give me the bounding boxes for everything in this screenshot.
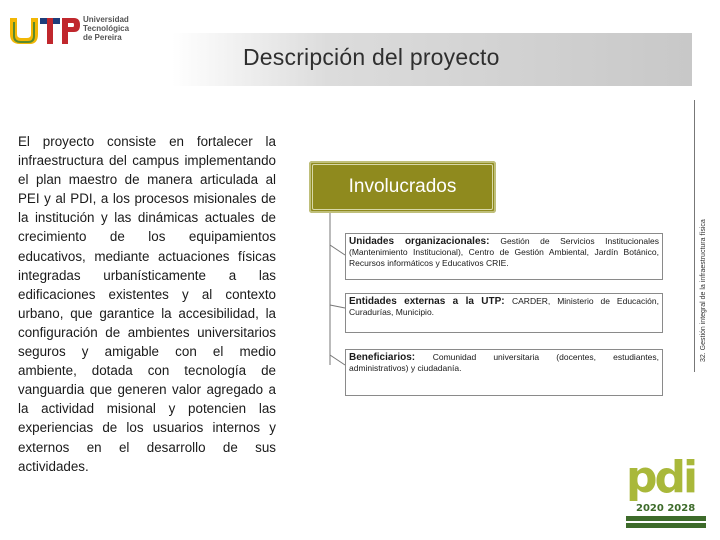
stakeholder-box-units <box>345 233 663 280</box>
involucrados-inner <box>312 164 493 210</box>
stakeholder-lead: Entidades externas a la UTP: <box>349 296 512 307</box>
stakeholder-box-beneficiaries <box>345 349 663 396</box>
stakeholder-text: Gestión de Servicios Institucionales (Mantenimiento Institucional), Centro de Gestión Ambiental, Jardín Botánico, Recursos informáticos y Educativos CRIE. <box>349 236 659 268</box>
stakeholder-text: CARDER, Ministerio de Educación, Curadurías, Municipio. <box>349 296 659 317</box>
involucrados-box <box>309 161 496 213</box>
pdi-strip <box>626 516 706 521</box>
slide-title: Descripción del proyecto <box>243 44 500 70</box>
stakeholder-lead: Beneficiarios: <box>349 352 433 363</box>
logo-line-1: Universidad <box>83 15 129 24</box>
logo-text <box>83 15 129 42</box>
utp-logo <box>8 12 133 48</box>
logo-line-2: Tecnológica <box>83 24 130 33</box>
side-divider <box>694 100 695 372</box>
side-label: 32. Gestión integral de la infraestructura física <box>700 219 707 362</box>
utp-logo-mark <box>8 12 80 48</box>
logo-line-3: de Pereira <box>83 33 122 42</box>
pdi-letters: pdi <box>626 452 696 503</box>
involucrados-label: Involucrados <box>348 176 457 197</box>
stakeholder-box-external <box>345 293 663 333</box>
pdi-logo <box>622 452 710 532</box>
stakeholder-text: Comunidad universitaria (docentes, estudiantes, administrativos) y ciudadanía. <box>349 352 659 373</box>
pdi-strip <box>626 523 706 528</box>
pdi-years: 2020 2028 <box>636 503 696 514</box>
stakeholder-lead: Unidades organizacionales: <box>349 236 501 247</box>
body-paragraph: El proyecto consiste en fortalecer la infraestructura del campus implementando el plan maestro de manera articulada al PEI y al PDI, a los procesos misionales de la institución y las dinámicas actuales de crecimiento de los equipamientos educativos, mediante actuaciones físicas integradas urbanísticamente a las edificaciones existentes y al contexto urbano, que garantice la accesibilidad, la configuración de ambientes universitarios seguros y amigable con el medio ambiente, dotada con tecnología de vanguardia que generen valor agregado a la actividad misional y potencien las experiencias de los usuarios internos y externos en el desarrollo de sus actividades. <box>18 134 276 474</box>
